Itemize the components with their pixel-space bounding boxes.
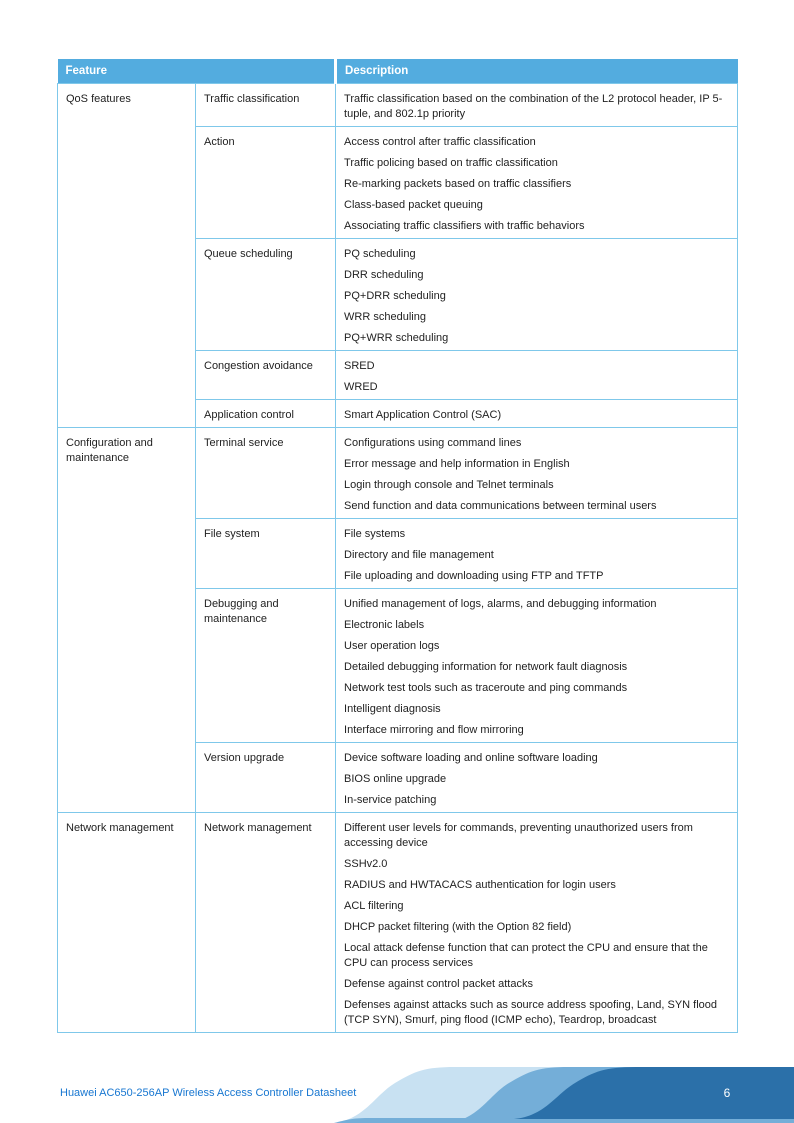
feature-cell: Debugging and maintenance: [196, 588, 336, 742]
description-item: File systems: [344, 527, 406, 540]
feature-cell: File system: [196, 518, 336, 588]
category-cell: Configuration and maintenance: [58, 427, 196, 812]
description-item: Interface mirroring and flow mirroring: [344, 723, 524, 736]
description-item: Error message and help information in English: [344, 457, 570, 470]
feature-cell: Version upgrade: [196, 742, 336, 812]
description-item: Defenses against attacks such as source address spoofing, Land, SYN flood (TCP SYN), Smurf, ping flood (ICMP echo), Teardrop, broadcast: [344, 998, 718, 1026]
category-cell: QoS features: [58, 83, 196, 427]
description-item: RADIUS and HWTACACS authentication for login users: [344, 878, 616, 891]
description-item: DRR scheduling: [344, 268, 424, 281]
description-cell: [336, 588, 738, 742]
feature-table: [57, 59, 738, 1033]
feature-cell: Terminal service: [196, 427, 336, 518]
description-item: Local attack defense function that can protect the CPU and ensure that the CPU can process services: [344, 941, 708, 969]
description-item: DHCP packet filtering (with the Option 82 field): [344, 920, 572, 933]
description-item: Device software loading and online software loading: [344, 751, 598, 764]
feature-cell: Traffic classification: [196, 83, 336, 126]
description-item: Directory and file management: [344, 548, 494, 561]
description-cell: [336, 350, 738, 399]
description-item: Re-marking packets based on traffic classifiers: [344, 177, 572, 190]
description-item: ACL filtering: [344, 899, 404, 912]
description-cell: [336, 399, 738, 427]
feature-cell: Congestion avoidance: [196, 350, 336, 399]
feature-cell: Action: [196, 126, 336, 238]
description-item: WRED: [344, 380, 378, 393]
table-row: [58, 812, 738, 1032]
description-item: Access control after traffic classification: [344, 135, 536, 148]
feature-cell: Network management: [196, 812, 336, 1032]
description-item: In-service patching: [344, 793, 437, 806]
page-number: 6: [723, 1086, 731, 1100]
category-cell: Network management: [58, 812, 196, 1032]
description-item: SSHv2.0: [344, 857, 388, 870]
description-item: Configurations using command lines: [344, 436, 522, 449]
table-header-row: [58, 59, 738, 83]
description-item: Different user levels for commands, preventing unauthorized users from accessing device: [344, 821, 693, 849]
description-cell: [336, 812, 738, 1032]
column-header-description: Description: [336, 59, 738, 83]
column-header-feature: Feature: [58, 59, 336, 83]
description-item: Traffic classification based on the combination of the L2 protocol header, IP 5-tuple, and 802.1p priority: [344, 92, 723, 120]
description-item: Intelligent diagnosis: [344, 702, 441, 715]
description-item: File uploading and downloading using FTP and TFTP: [344, 569, 604, 582]
footer-document-title: Huawei AC650-256AP Wireless Access Controller Datasheet: [60, 1087, 357, 1099]
description-item: SRED: [344, 359, 375, 372]
description-cell: [336, 742, 738, 812]
description-item: Detailed debugging information for network fault diagnosis: [344, 660, 628, 673]
description-item: BIOS online upgrade: [344, 772, 447, 785]
description-item: Class-based packet queuing: [344, 198, 483, 211]
description-item: Associating traffic classifiers with traffic behaviors: [344, 219, 585, 232]
description-cell: [336, 518, 738, 588]
description-item: Unified management of logs, alarms, and debugging information: [344, 597, 657, 610]
description-cell: [336, 427, 738, 518]
description-item: Smart Application Control (SAC): [344, 408, 502, 421]
description-item: User operation logs: [344, 639, 440, 652]
table-row: [58, 83, 738, 126]
description-item: Traffic policing based on traffic classification: [344, 156, 558, 169]
description-item: PQ+DRR scheduling: [344, 289, 446, 302]
feature-cell: Application control: [196, 399, 336, 427]
description-item: WRR scheduling: [344, 310, 426, 323]
description-cell: [336, 126, 738, 238]
description-item: Login through console and Telnet terminals: [344, 478, 554, 491]
table-row: [58, 427, 738, 518]
description-item: Send function and data communications between terminal users: [344, 499, 657, 512]
description-item: Network test tools such as traceroute and ping commands: [344, 681, 628, 694]
description-item: Defense against control packet attacks: [344, 977, 533, 990]
description-item: PQ scheduling: [344, 247, 416, 260]
description-cell: [336, 238, 738, 350]
description-item: PQ+WRR scheduling: [344, 331, 449, 344]
feature-cell: Queue scheduling: [196, 238, 336, 350]
description-item: Electronic labels: [344, 618, 425, 631]
description-cell: [336, 83, 738, 126]
table-body: [58, 83, 738, 1032]
